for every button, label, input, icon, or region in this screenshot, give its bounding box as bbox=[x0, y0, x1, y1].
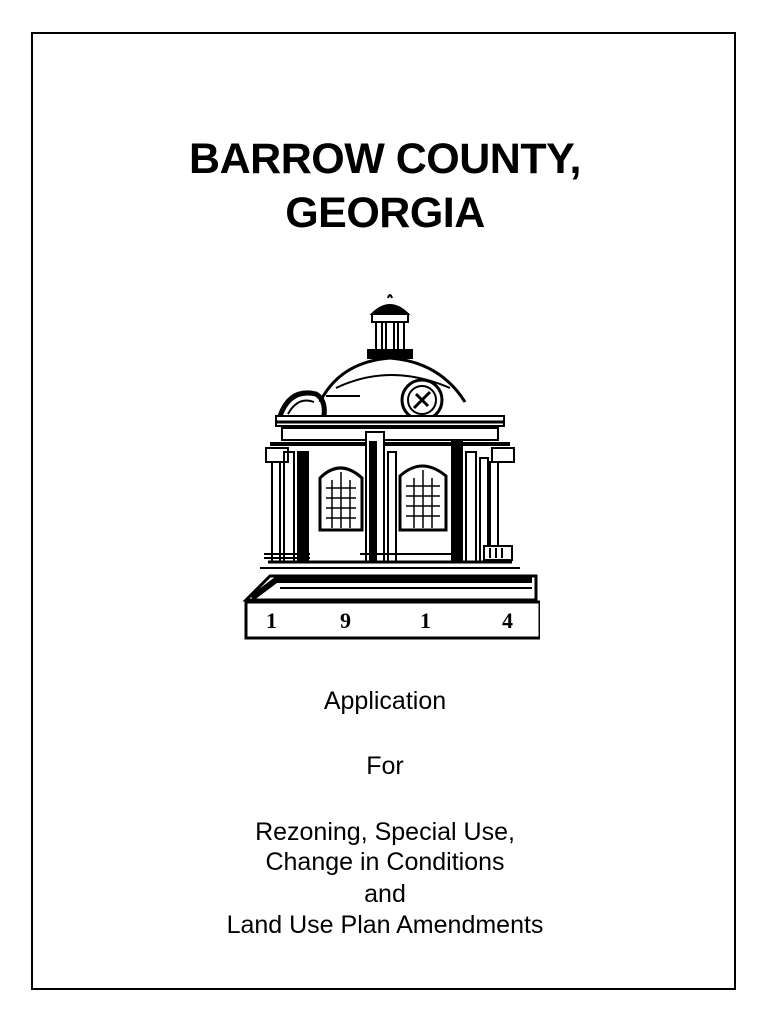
year-digit: 4 bbox=[502, 608, 513, 633]
subtitle-rezoning: Rezoning, Special Use, bbox=[255, 818, 515, 846]
title-county: BARROW COUNTY, bbox=[189, 135, 581, 183]
subtitle-land-use: Land Use Plan Amendments bbox=[226, 911, 544, 939]
title-state: GEORGIA bbox=[285, 189, 485, 237]
courthouse-dome-illustration bbox=[240, 292, 540, 642]
subtitle-and: and bbox=[364, 880, 406, 908]
year-digit: 1 bbox=[420, 608, 431, 633]
year-digit: 1 bbox=[266, 608, 277, 633]
subtitle-for: For bbox=[366, 752, 404, 780]
subtitle-application: Application bbox=[323, 687, 447, 715]
year-digit: 9 bbox=[340, 608, 351, 633]
subtitle-change-in-conditions: Change in Conditions bbox=[265, 848, 505, 876]
